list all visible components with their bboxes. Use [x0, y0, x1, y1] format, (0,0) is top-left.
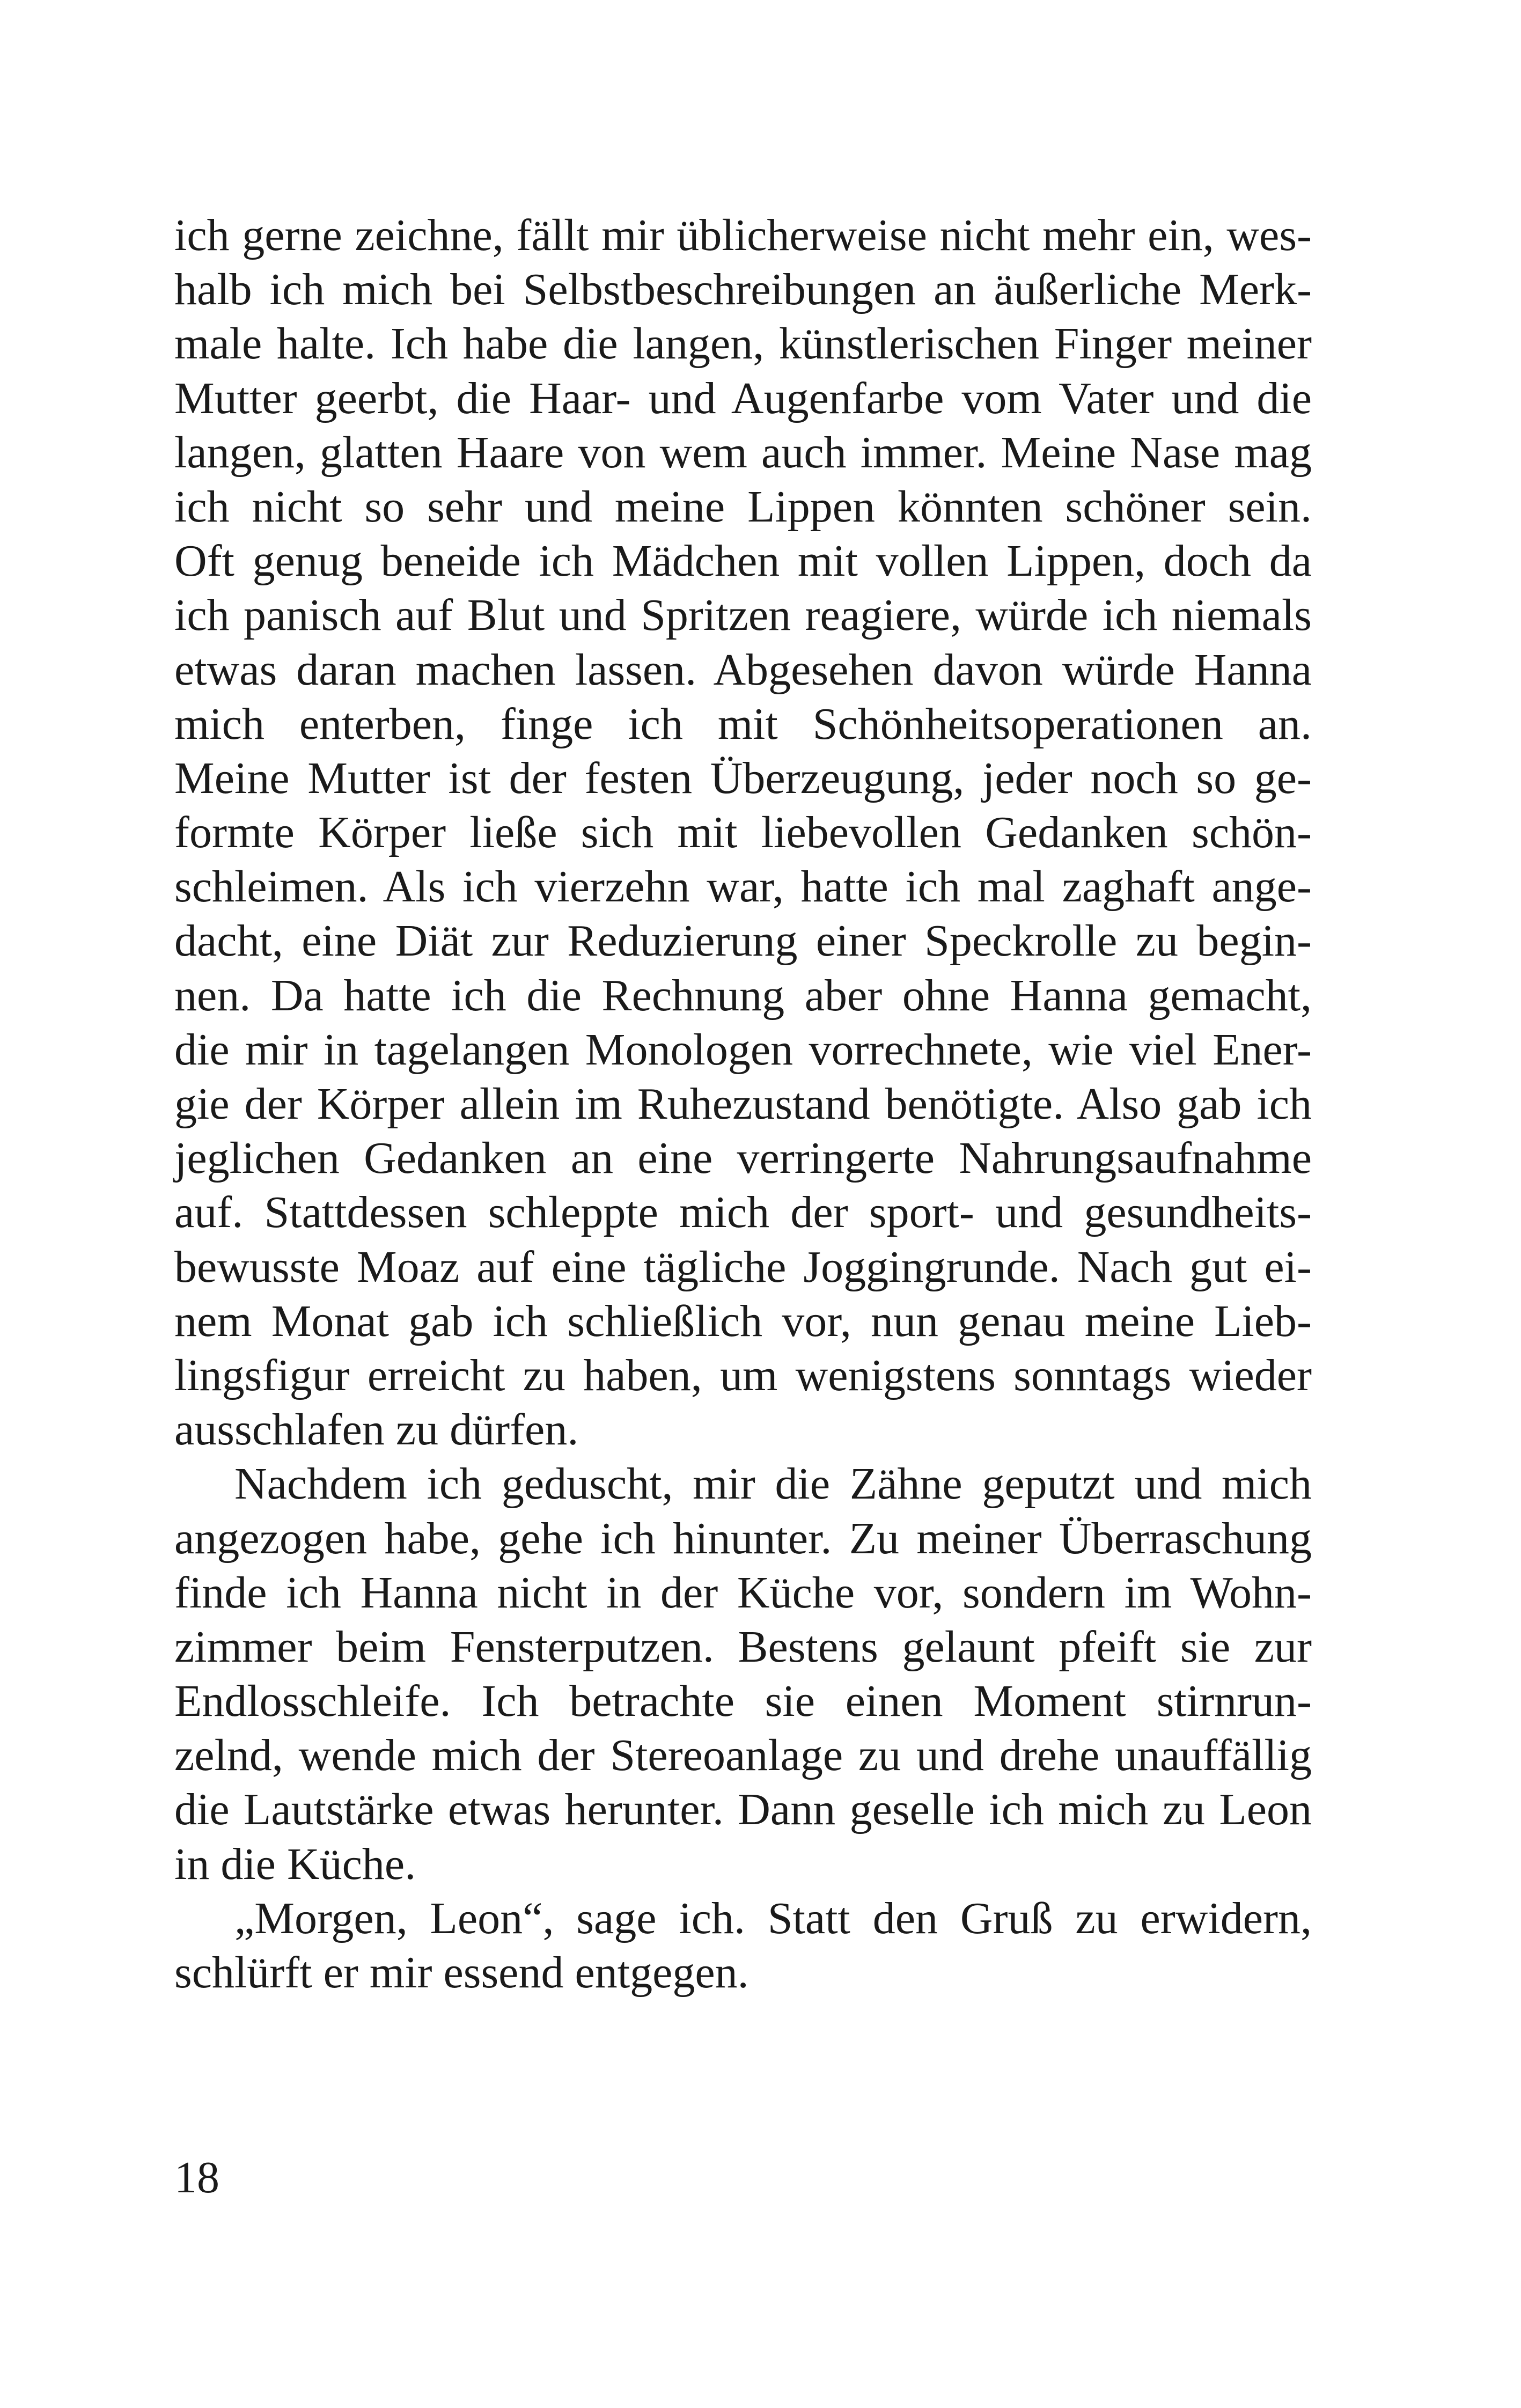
text-line: etwas daran machen lassen. Abgesehen davon würde Hanna [174, 644, 1312, 695]
text-line: ich gerne zeichne, fällt mir üblicherweise nicht mehr ein, wes- [174, 210, 1312, 260]
paragraph-first-line: Nachdem ich geduscht, mir die Zähne geputzt und mich [234, 1459, 1312, 1509]
text-line: gie der Körper allein im Ruhezustand benötigte. Also gab ich [174, 1079, 1312, 1129]
text-line: ich nicht so sehr und meine Lippen könnten schöner sein. [174, 481, 1312, 532]
text-line: in die Küche. [174, 1839, 416, 1889]
text-line: halb ich mich bei Selbstbeschreibungen an äußerliche Merk- [174, 265, 1312, 315]
text-line: bewusste Moaz auf eine tägliche Joggingrunde. Nach gut ei- [174, 1242, 1312, 1292]
text-line: angezogen habe, gehe ich hinunter. Zu meiner Überraschung [174, 1513, 1312, 1563]
text-line: nen. Da hatte ich die Rechnung aber ohne Hanna gemacht, [174, 970, 1312, 1021]
page-number: 18 [174, 2153, 219, 2203]
text-line: langen, glatten Haare von wem auch immer. Meine Nase mag [174, 427, 1312, 478]
text-line: ausschlafen zu dürfen. [174, 1405, 579, 1455]
text-line: die mir in tagelangen Monologen vorrechnete, wie viel Ener- [174, 1024, 1312, 1075]
text-line: ich panisch auf Blut und Spritzen reagiere, würde ich niemals [174, 590, 1312, 641]
text-line: Oft genug beneide ich Mädchen mit vollen Lippen, doch da [174, 536, 1312, 586]
text-line: male halte. Ich habe die langen, künstlerischen Finger meiner [174, 319, 1312, 369]
text-line: jeglichen Gedanken an eine verringerte Nahrungsaufnahme [174, 1133, 1312, 1184]
text-line: die Lautstärke etwas herunter. Dann geselle ich mich zu Leon [174, 1785, 1312, 1835]
text-line: nem Monat gab ich schließlich vor, nun genau meine Lieb- [174, 1296, 1312, 1346]
text-line: Mutter geerbt, die Haar- und Augenfarbe vom Vater und die [174, 373, 1312, 423]
text-line: formte Körper ließe sich mit liebevollen Gedanken schön- [174, 807, 1312, 858]
text-line: schlürft er mir essend entgegen. [174, 1948, 749, 1998]
text-line: zimmer beim Fensterputzen. Bestens gelaunt pfeift sie zur [174, 1621, 1312, 1672]
paragraph-first-line: „Morgen, Leon“, sage ich. Statt den Gruß zu erwidern, [234, 1893, 1312, 1943]
text-line: finde ich Hanna nicht in der Küche vor, sondern im Wohn- [174, 1567, 1312, 1618]
text-line: dacht, eine Diät zur Reduzierung einer Speckrolle zu begin- [174, 916, 1312, 966]
text-line: mich enterben, finge ich mit Schönheitsoperationen an. [174, 699, 1312, 749]
text-line: lingsfigur erreicht zu haben, um wenigstens sonntags wieder [174, 1350, 1312, 1400]
text-line: schleimen. Als ich vierzehn war, hatte ich mal zaghaft ange- [174, 862, 1312, 912]
text-line: auf. Stattdessen schleppte mich der sport- und gesundheits- [174, 1187, 1312, 1238]
body-text [174, 208, 1312, 2000]
text-line: Meine Mutter ist der festen Überzeugung, jeder noch so ge- [174, 753, 1312, 803]
text-line: Endlosschleife. Ich betrachte sie einen Moment stirnrun- [174, 1676, 1312, 1727]
text-line: zelnd, wende mich der Stereoanlage zu und drehe unauffällig [174, 1730, 1312, 1781]
